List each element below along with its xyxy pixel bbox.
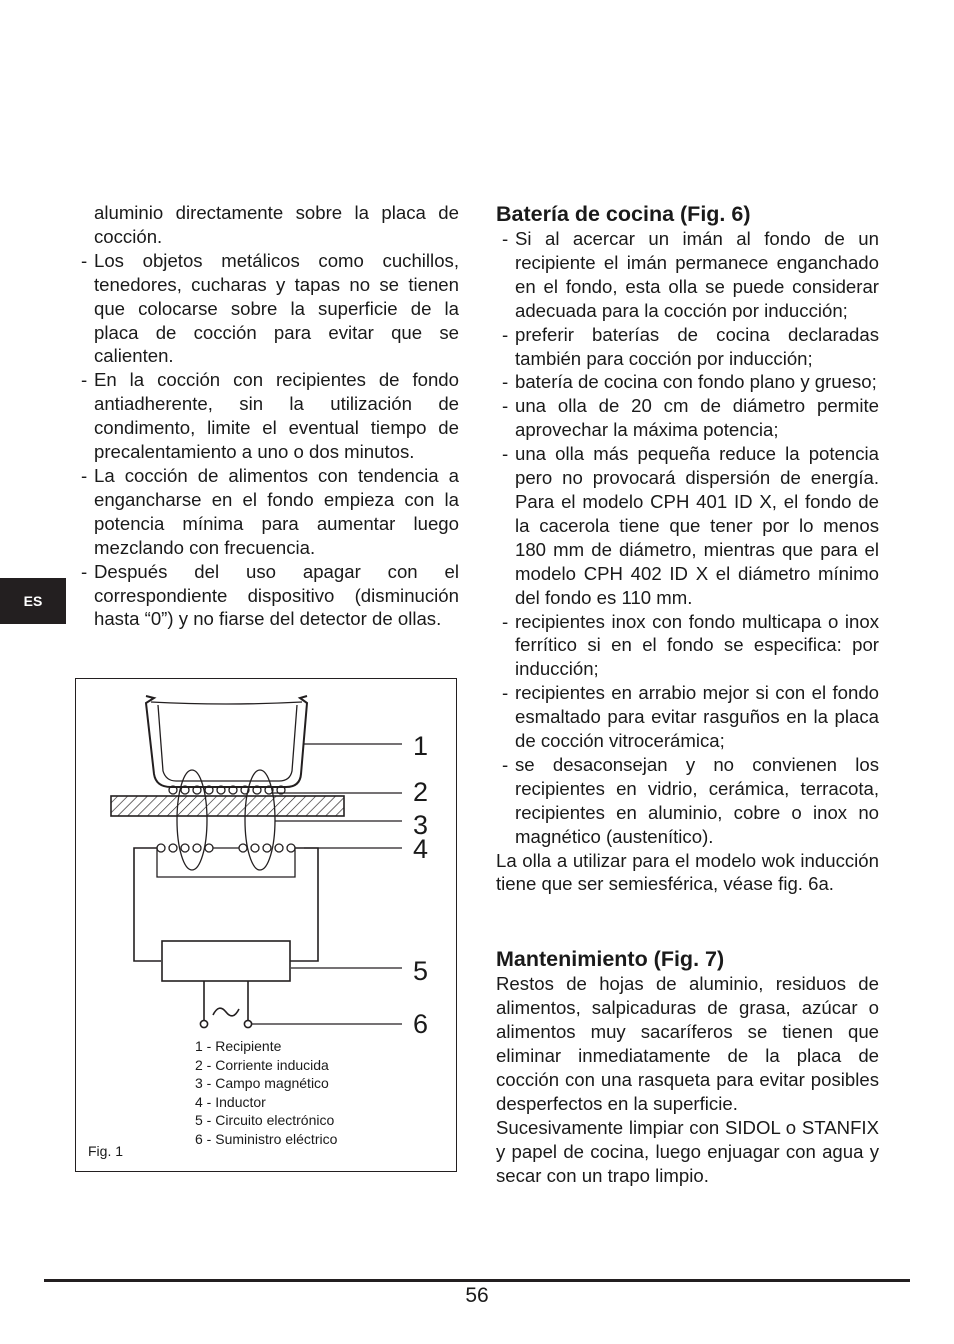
- maintenance-paragraph-2: Sucesivamente limpiar con SIDOL o STANFIX y papel de cocina, luego enjuagar con agua y secar con un trapo limpio.: [496, 1116, 879, 1186]
- list-item: - una olla más pequeña reduce la potencia pero no provocará dispersión de energía. Para el modelo CPH 401 ID X, el fondo de la cacerola tiene que tener por lo menos 180 mm de diámetro, mientras que para el modelo CPH 402 ID X el diámetro mínimo del fondo es 110 mm.: [496, 442, 879, 609]
- glass-cooktop: [111, 796, 344, 816]
- legend-item: 6 - Suministro eléctrico: [195, 1130, 338, 1147]
- legend-item: 4 - Inductor: [195, 1093, 266, 1110]
- list-item: - recipientes inox con fondo multicapa o inox ferrítico si en el fondo se especifica: por inducción;: [496, 610, 879, 682]
- ac-supply-symbol: [213, 1008, 239, 1016]
- legend-item: 3 - Campo magnético: [195, 1075, 329, 1092]
- induction-diagram-figure: [75, 678, 457, 1172]
- cookware-list: [496, 227, 879, 849]
- list-item: - preferir baterías de cocina declaradas también para cocción por inducción;: [496, 323, 879, 371]
- list-item: - Los objetos metálicos como cuchillos, tenedores, cucharas y tapas no se tienen que colocarse sobre la superficie de la placa de cocción para evitar que se calienten.: [81, 249, 459, 369]
- figure-caption: Fig. 1: [88, 1143, 124, 1159]
- figure-number-3: 3: [413, 810, 429, 840]
- figure-legend: [195, 1037, 337, 1149]
- figure-number-2: 2: [413, 777, 429, 807]
- figure-number-5: 5: [413, 956, 429, 986]
- maintenance-paragraph-1: Restos de hojas de aluminio, residuos de alimentos, salpicaduras de grasa, azúcar o alimentos muy sacaríferos se tienen que eliminar inmediatamente de la placa de cocción con una rasqueta para evitar posibles desperfectos en la superficie.: [496, 973, 879, 1114]
- list-item: - una olla de 20 cm de diámetro permite aprovechar la máxima potencia;: [496, 394, 879, 442]
- pot-shape: [146, 696, 307, 787]
- page-number: 56: [465, 1284, 489, 1307]
- list-item: - recipientes en arrabio mejor si con el fondo esmaltado para evitar rasguños en la placa de cocción vitrocerámica;: [496, 681, 879, 753]
- legend-item: 2 - Corriente inducida: [195, 1056, 329, 1073]
- continuation-text: aluminio directamente sobre la placa de cocción.: [94, 202, 459, 247]
- right-column: [496, 201, 879, 1188]
- magnetic-field-loops: [177, 770, 275, 870]
- cookware-heading: Batería de cocina (Fig. 6): [496, 202, 751, 226]
- circuit-wiring: [134, 848, 318, 1028]
- list-item: - En la cocción con recipientes de fondo antiadherente, sin la utilización de condimento, limite el eventual tiempo de precalentamiento a uno o dos minutos.: [81, 368, 459, 464]
- language-tab: ES: [0, 578, 66, 624]
- list-item: - Después del uso apagar con el correspondiente dispositivo (disminución hasta “0”) y no fiarse del detector de ollas.: [81, 560, 459, 632]
- safety-tips-list: [81, 249, 459, 632]
- wok-note-paragraph: La olla a utilizar para el modelo wok inducción tiene que ser semiesférica, véase fig. 6a.: [496, 849, 879, 895]
- footer-divider: [44, 1279, 910, 1282]
- figure-number-6: 6: [413, 1009, 429, 1039]
- list-item: - se desaconsejan y no convienen los recipientes en vidrio, cerámica, terracota, recipientes en aluminio, cobre o inox no magnético (austenítico).: [496, 753, 879, 849]
- legend-item: 1 - Recipiente: [195, 1038, 282, 1054]
- figure-number-1: 1: [413, 731, 429, 761]
- left-column: [81, 201, 459, 631]
- list-item: - Si al acercar un imán al fondo de un recipiente el imán permanece enganchado en el fondo, esta olla se puede considerar adecuada para la cocción por inducción;: [496, 227, 879, 323]
- legend-item: 5 - Circuito electrónico: [195, 1112, 335, 1129]
- maintenance-heading: Mantenimiento (Fig. 7): [496, 947, 725, 972]
- figure-number-4: 4: [413, 834, 429, 864]
- electronic-circuit-box: [162, 941, 290, 981]
- inductor-coils: [157, 844, 295, 877]
- list-item: - batería de cocina con fondo plano y grueso;: [496, 370, 879, 394]
- list-item: - La cocción de alimentos con tendencia a engancharse en el fondo empieza con la potencia mínima para aumentar luego mezclando con frecuencia.: [81, 464, 459, 560]
